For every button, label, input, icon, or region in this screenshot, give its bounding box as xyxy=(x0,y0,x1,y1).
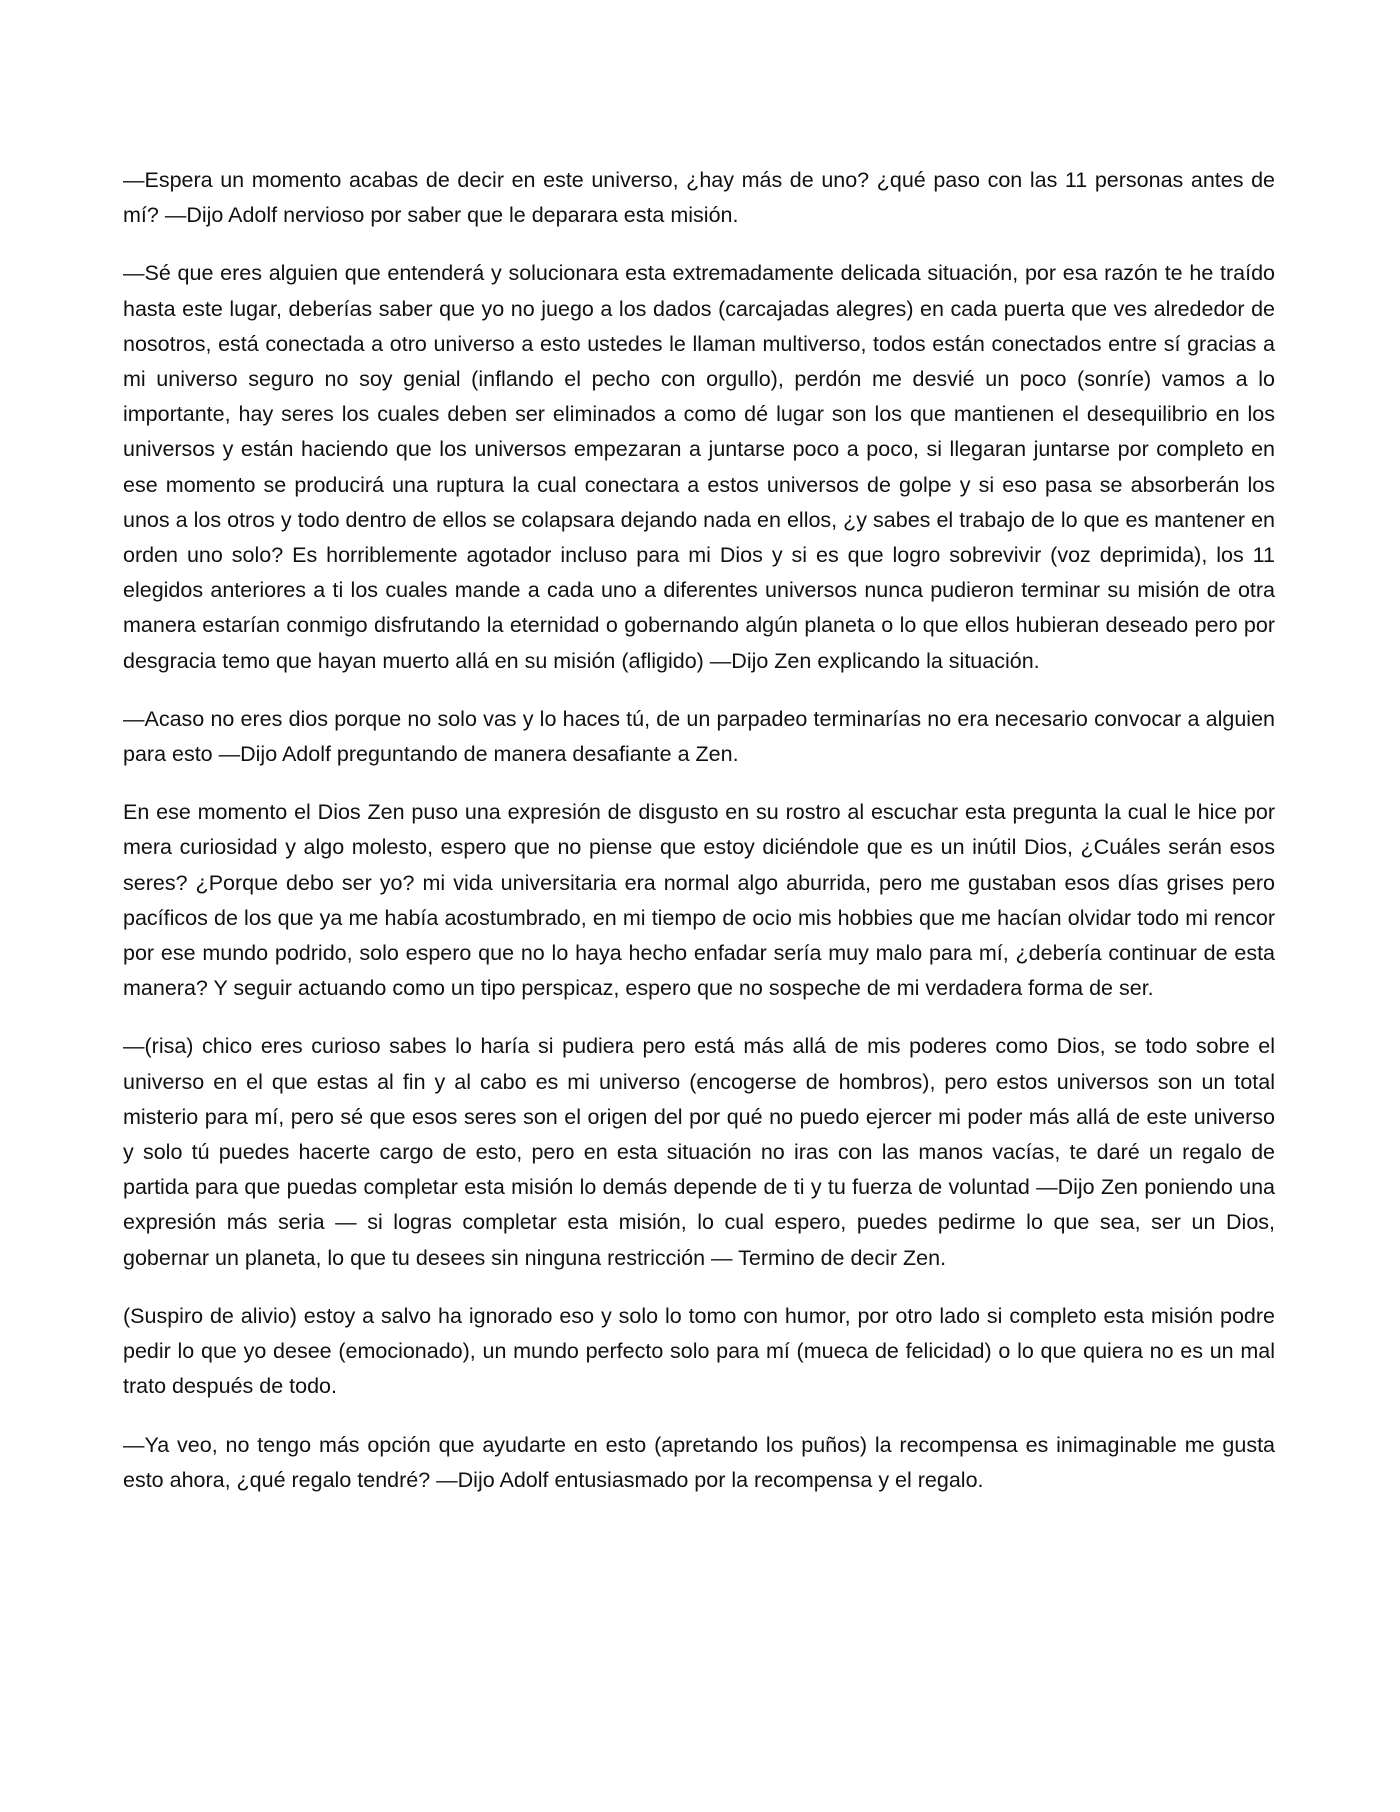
paragraph: —Espera un momento acabas de decir en este universo, ¿hay más de uno? ¿qué paso con las 11 personas antes de mí? —Dijo Adolf nervioso por saber que le deparara esta misión. xyxy=(123,168,1275,228)
paragraph: En ese momento el Dios Zen puso una expresión de disgusto en su rostro al escuchar esta pregunta la cual le hice por mera curiosidad y algo molesto, espero que no piense que estoy diciéndole que es un inútil Dios, ¿Cuáles serán esos seres? ¿Porque debo ser yo? mi vida universitaria era normal algo aburrida, pero me gustaban esos días grises pero pacíficos de los que ya me había acostumbrado, en mi tiempo de ocio mis hobbies que me hacían olvidar todo mi rencor por ese mundo podrido, solo espero que no lo haya hecho enfadar sería muy malo para mí, ¿debería continuar de esta manera? Y seguir actuando como un tipo perspicaz, espero que no sospeche de mi verdadera forma de ser. xyxy=(123,800,1275,1001)
paragraph: —Acaso no eres dios porque no solo vas y lo haces tú, de un parpadeo terminarías no era necesario convocar a alguien para esto —Dijo Adolf preguntando de manera desafiante a Zen. xyxy=(123,706,1275,767)
paragraph: —Sé que eres alguien que entenderá y solucionara esta extremadamente delicada situación, por esa razón te he traído hasta este lugar, deberías saber que yo no juego a los dados (carcajadas alegres) en cada puerta que ves alrededor de nosotros, está conectada a otro universo a esto ustedes le llaman multiverso, todos están conectados entre sí gracias a mi universo seguro no soy genial (inflando el pecho con orgullo), perdón me desvié un poco (sonríe) vamos a lo importante, hay seres los cuales deben ser eliminados a como dé lugar son los que mantienen el desequilibrio en los universos y están haciendo que los universos empezaran a juntarse poco a poco, si llegaran juntarse por completo en ese momento se producirá una ruptura la cual conectara a estos universos de golpe y si eso pasa se absorberán los unos a los otros y todo dentro de ellos se colapsara dejando nada en ellos, ¿y sabes el trabajo de lo que es mantener en orden uno solo? Es horriblemente agotador incluso para mi Dios y si es que logro sobrevivir (voz deprimida), los 11 elegidos anteriores a ti los cuales mande a cada uno a diferentes universos nunca pudieron terminar su misión de otra manera estarían conmigo disfrutando la eternidad o gobernando algún planeta o lo que ellos hubieran deseado pero por desgracia temo que hayan muerto allá en su misión (afligido) —Dijo Zen explicando la situación. xyxy=(123,261,1275,673)
body-text xyxy=(123,163,1275,1521)
paragraph: —Ya veo, no tengo más opción que ayudarte en esto (apretando los puños) la recompensa es inimaginable me gusta esto ahora, ¿qué regalo tendré? —Dijo Adolf entusiasmado por la recompensa y el regalo. xyxy=(123,1432,1275,1492)
paragraph: —(risa) chico eres curioso sabes lo haría si pudiera pero está más allá de mis poderes como Dios, se todo sobre el universo en el que estas al fin y al cabo es mi universo (encogerse de hombros), pero estos universos son un total misterio para mí, pero sé que esos seres son el origen del por qué no puedo ejercer mi poder más allá de este universo y solo tú puedes hacerte cargo de esto, pero en esta situación no iras con las manos vacías, te daré un regalo de partida para que puedas completar esta misión lo demás depende de ti y tu fuerza de voluntad —Dijo Zen poniendo una expresión más seria — si logras completar esta misión, lo cual espero, puedes pedirme lo que sea, ser un Dios, gobernar un planeta, lo que tu desees sin ninguna restricción — Termino de decir Zen. xyxy=(123,1034,1275,1270)
paragraph: (Suspiro de alivio) estoy a salvo ha ignorado eso y solo lo tomo con humor, por otro lado si completo esta misión podre pedir lo que yo desee (emocionado), un mundo perfecto solo para mí (mueca de felicidad) o lo que quiera no es un mal trato después de todo. xyxy=(123,1303,1275,1399)
